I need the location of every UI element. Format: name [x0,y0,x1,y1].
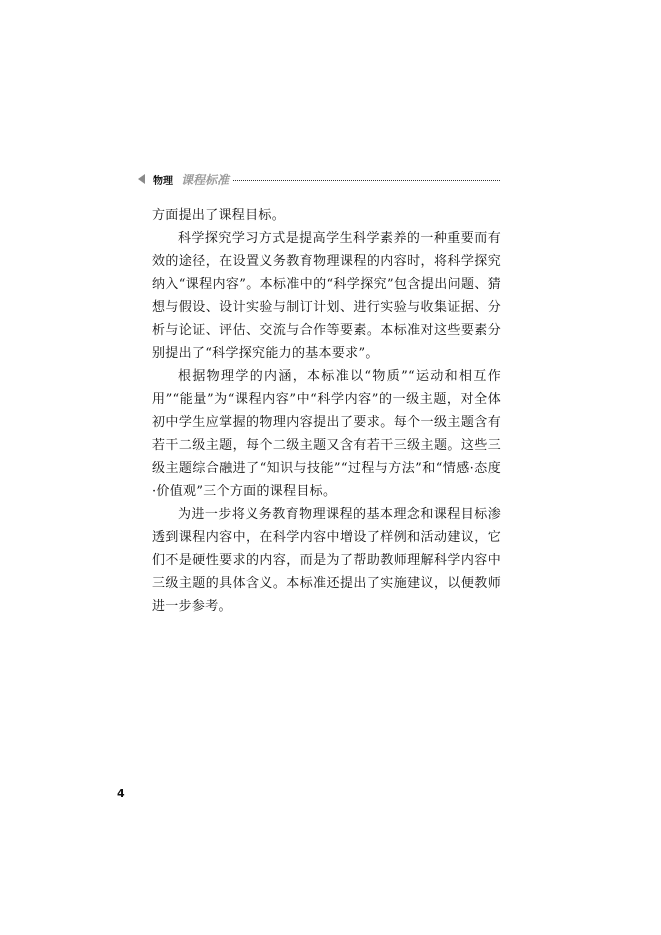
paragraph: 根据物理学的内涵，本标准以“物质”“运动和相互作用”“能量”为“课程内容”中“科学内容”的一级主题，对全体初中学生应掌握的物理内容提出了要求。每个一级主题含有若干二级主题，每个二级主题又含有若干三级主题。这些三级主题综合融进了“知识与技能”“过程与方法”和“情感·态度·价值观”三个方面的课程目标。 [152,369,501,499]
running-header [138,171,500,187]
paragraph: 为进一步将义务教育物理课程的基本理念和课程目标渗透到课程内容中，在科学内容中增设了样例和活动建议，它们不是硬性要求的内容，而是为了帮助教师理解科学内容中三级主题的具体含义。本标准还提出了实施建议，以便教师进一步参考。 [152,507,501,614]
page-number: 4 [117,787,125,800]
left-triangle-icon [138,174,145,184]
header-dotted-rule [233,180,500,181]
paragraph: 科学探究学习方式是提高学生科学素养的一种重要而有效的途径，在设置义务教育物理课程的内容时，将科学探究纳入“课程内容”。本标准中的“科学探究”包含提出问题、猜想与假设、设计实验与制订计划、进行实验与收集证据、分析与论证、评估、交流与合作等要素。本标准对这些要素分别提出了“科学探究能力的基本要求”。 [152,231,501,361]
body-text [152,204,501,618]
header-series-title: 课程标准 [181,172,230,187]
header-subject: 物理 [153,175,173,187]
paragraph-continuation: 方面提出了课程目标。 [152,208,286,223]
